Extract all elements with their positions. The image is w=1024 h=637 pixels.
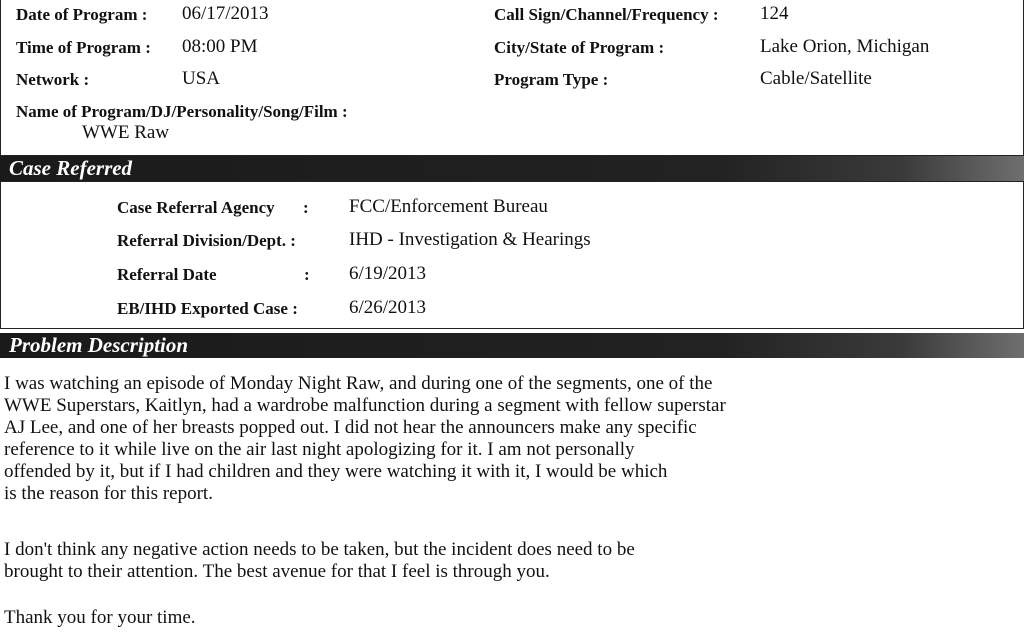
problem-paragraph-2: I don't think any negative action needs to be taken, but the incident does need to be brought to their attention. The best avenue for that I feel is through you. [4,539,635,582]
case-referred-header [0,156,1024,181]
referral-date-colon: : [304,265,310,284]
call-sign-label: Call Sign/Channel/Frequency : [494,5,719,24]
referral-agency-value: FCC/Enforcement Bureau [349,196,548,217]
referral-date-label: Referral Date [117,265,217,284]
program-name-value: WWE Raw [82,122,170,143]
referral-agency-colon: : [303,198,309,217]
referral-agency-label: Case Referral Agency [117,198,275,217]
exported-case-label: EB/IHD Exported Case : [117,299,298,318]
problem-description-header [0,333,1024,358]
call-sign-value: 124 [760,3,789,24]
time-of-program-value: 08:00 PM [182,36,258,57]
time-of-program-label: Time of Program : [16,38,151,57]
referral-division-value: IHD - Investigation & Hearings [349,229,591,250]
exported-case-value: 6/26/2013 [349,297,427,318]
problem-paragraph-3: Thank you for your time. [4,607,196,628]
city-state-value: Lake Orion, Michigan [760,36,930,57]
referral-division-label: Referral Division/Dept. : [117,231,296,250]
city-state-label: City/State of Program : [494,38,665,57]
referral-date-value: 6/19/2013 [349,263,427,284]
program-type-label: Program Type : [494,70,609,89]
network-label: Network : [16,70,90,89]
program-type-value: Cable/Satellite [760,68,872,89]
problem-description-title: Problem Description [9,333,189,357]
program-name-label: Name of Program/DJ/Personality/Song/Film : [16,102,348,121]
date-of-program-value: 06/17/2013 [182,3,269,24]
problem-paragraph-1: I was watching an episode of Monday Night Raw, and during one of the segments, one of the WWE Superstars, Kaitlyn, had a wardrobe malfunction during a segment with fellow superstar AJ Lee, and one of her breasts popped out. I did not hear the announcers make any specific reference to it while live on the air last night apologizing for it. I am not personally offended by it, but if I had children and they were watching it with it, I would be which is the reason for this report. [4,373,726,504]
network-value: USA [182,68,221,89]
date-of-program-label: Date of Program : [16,5,148,24]
case-referred-title: Case Referred [9,156,133,180]
